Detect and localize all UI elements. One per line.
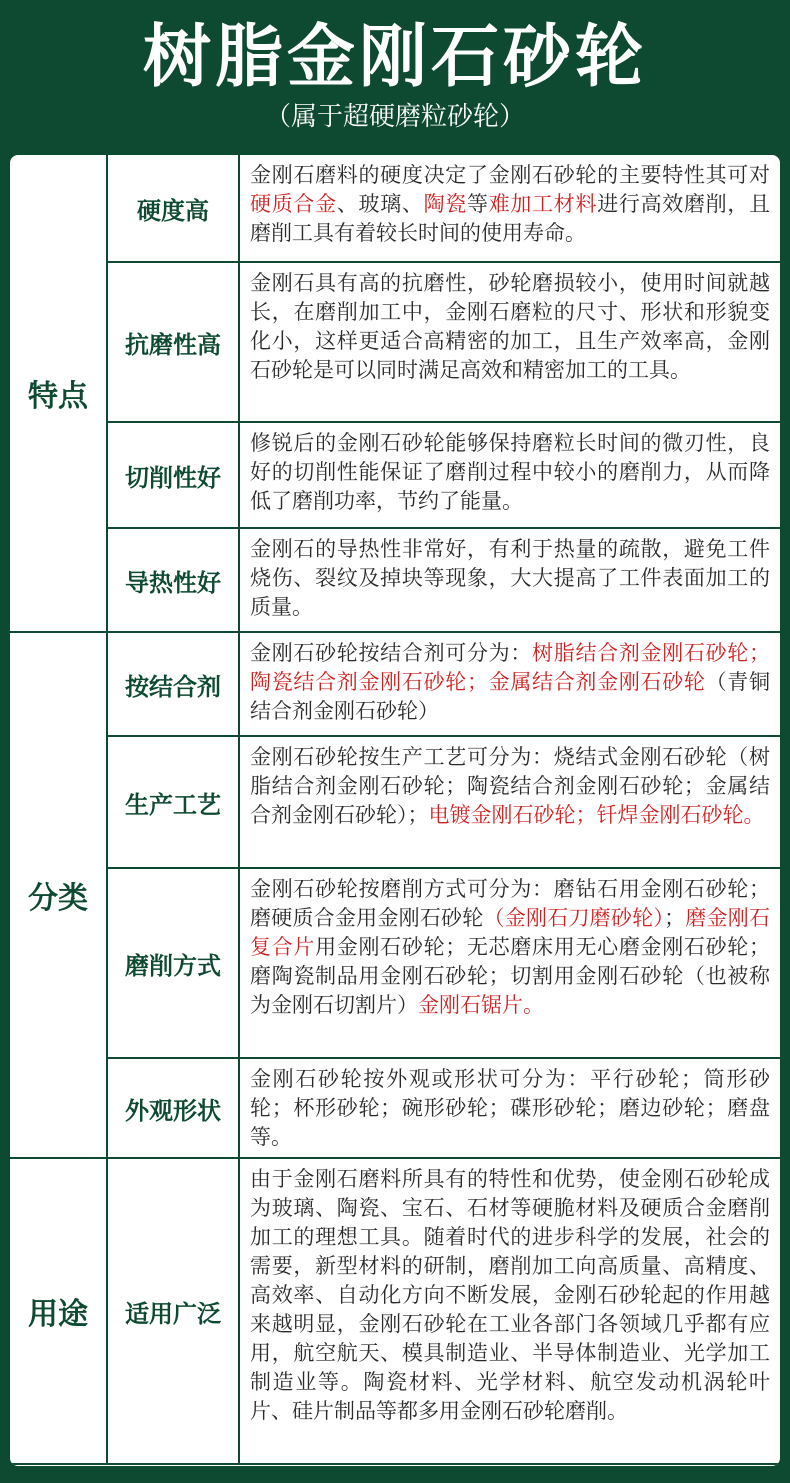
row-description bbox=[238, 1159, 780, 1465]
row-label: 切削性好 bbox=[106, 423, 238, 529]
row-description bbox=[238, 869, 780, 1059]
body-text: 金刚石的导热性非常好，有利于热量的疏散，避免工件烧伤、裂纹及掉块等现象，大大提高了工件表面加工的质量。 bbox=[250, 537, 770, 619]
highlight-text: 难加工材料 bbox=[488, 192, 598, 216]
row-label: 适用广泛 bbox=[106, 1159, 238, 1465]
highlight-text: 树脂结合剂金刚石砂轮；陶瓷结合剂金刚石砂轮；金属结合剂金刚石砂轮 bbox=[250, 641, 771, 694]
highlight-text: 陶瓷 bbox=[423, 192, 467, 216]
body-text: 用金刚石砂轮；无芯磨床用无心磨金刚石砂轮；磨陶瓷制品用金刚石砂轮；切割用金刚石砂轮（也被称为金刚石切割片） bbox=[250, 935, 771, 1017]
body-text: ； bbox=[664, 906, 686, 930]
row-label: 硬度高 bbox=[106, 155, 238, 263]
highlight-text: 磨金刚石复合片 bbox=[250, 906, 771, 959]
body-text: 金刚石磨料的硬度决定了金刚石砂轮的主要特性其可对 bbox=[250, 163, 770, 187]
page-title: 树脂金刚石砂轮 bbox=[142, 18, 647, 97]
highlight-text: （金刚石刀磨砂轮） bbox=[483, 906, 665, 930]
header bbox=[0, 0, 790, 150]
row-label: 按结合剂 bbox=[106, 633, 238, 737]
category-label: 分类 bbox=[10, 633, 106, 1159]
body-text: 、玻璃、 bbox=[336, 192, 424, 216]
category-label: 用途 bbox=[10, 1159, 106, 1465]
category-label: 特点 bbox=[10, 155, 106, 633]
row-description bbox=[238, 1059, 780, 1159]
feature-grid bbox=[10, 155, 780, 1466]
body-text: 由于金刚石磨料所具有的特性和优势，使金刚石砂轮成为玻璃、陶瓷、宝石、石材等硬脆材料及硬质合金磨削加工的理想工具。随着时代的进步科学的发展，社会的需要，新型材料的研制，磨削加工向高质量、高精度、高效率、自动化方向不断发展，金刚石砂轮起的作用越来越明显，金刚石砂轮在工业各部门各领域几乎都有应用，航空航天、模具制造业、半导体制造业、光学加工制造业等。陶瓷材料、光学材料、航空发动机涡轮叶片、硅片制品等都多用金刚石砂轮磨削。 bbox=[250, 1167, 770, 1423]
body-text: 金刚石砂轮按结合剂可分为： bbox=[250, 641, 533, 665]
row-label: 外观形状 bbox=[106, 1059, 238, 1159]
highlight-text: 电镀金刚石砂轮；钎焊金刚石砂轮。 bbox=[428, 803, 765, 827]
row-label: 导热性好 bbox=[106, 529, 238, 633]
row-description bbox=[238, 423, 780, 529]
row-description bbox=[238, 155, 780, 263]
highlight-text: 金刚石锯片。 bbox=[418, 993, 544, 1017]
body-text: 等 bbox=[467, 192, 489, 216]
page-subtitle: （属于超硬磨粒砂轮） bbox=[264, 102, 525, 132]
row-description bbox=[238, 529, 780, 633]
body-text: 修锐后的金刚石砂轮能够保持磨粒长时间的微刃性，良好的切削性能保证了磨削过程中较小的磨削力，从而降低了磨削功率，节约了能量。 bbox=[250, 431, 770, 513]
body-text: （青铜结合剂金刚石砂轮） bbox=[250, 670, 771, 723]
row-label: 生产工艺 bbox=[106, 737, 238, 869]
highlight-text: 硬质合金 bbox=[250, 192, 337, 216]
row-description bbox=[238, 633, 780, 737]
body-text: 金刚石砂轮按外观或形状可分为：平行砂轮；筒形砂轮；杯形砂轮；碗形砂轮；碟形砂轮；磨边砂轮；磨盘等。 bbox=[250, 1067, 770, 1149]
row-description bbox=[238, 263, 780, 423]
feature-table bbox=[10, 155, 780, 1466]
body-text: 金刚石砂轮按生产工艺可分为：烧结式金刚石砂轮（树脂结合剂金刚石砂轮；陶瓷结合剂金刚石砂轮；金属结合剂金刚石砂轮）； bbox=[250, 745, 770, 827]
body-text: 金刚石砂轮按磨削方式可分为：磨钻石用金刚石砂轮；磨硬质合金用金刚石砂轮 bbox=[250, 877, 770, 930]
body-text: 金刚石具有高的抗磨性，砂轮磨损较小，使用时间就越长，在磨削加工中，金刚石磨粒的尺寸、形状和形貌变化小，这样更适合高精密的加工，且生产效率高，金刚石砂轮是可以同时满足高效和精密加工的工具。 bbox=[250, 271, 770, 382]
body-text: 进行高效磨削，且磨削工具有着较长时间的使用寿命。 bbox=[250, 192, 771, 245]
row-label: 抗磨性高 bbox=[106, 263, 238, 423]
row-description bbox=[238, 737, 780, 869]
row-label: 磨削方式 bbox=[106, 869, 238, 1059]
